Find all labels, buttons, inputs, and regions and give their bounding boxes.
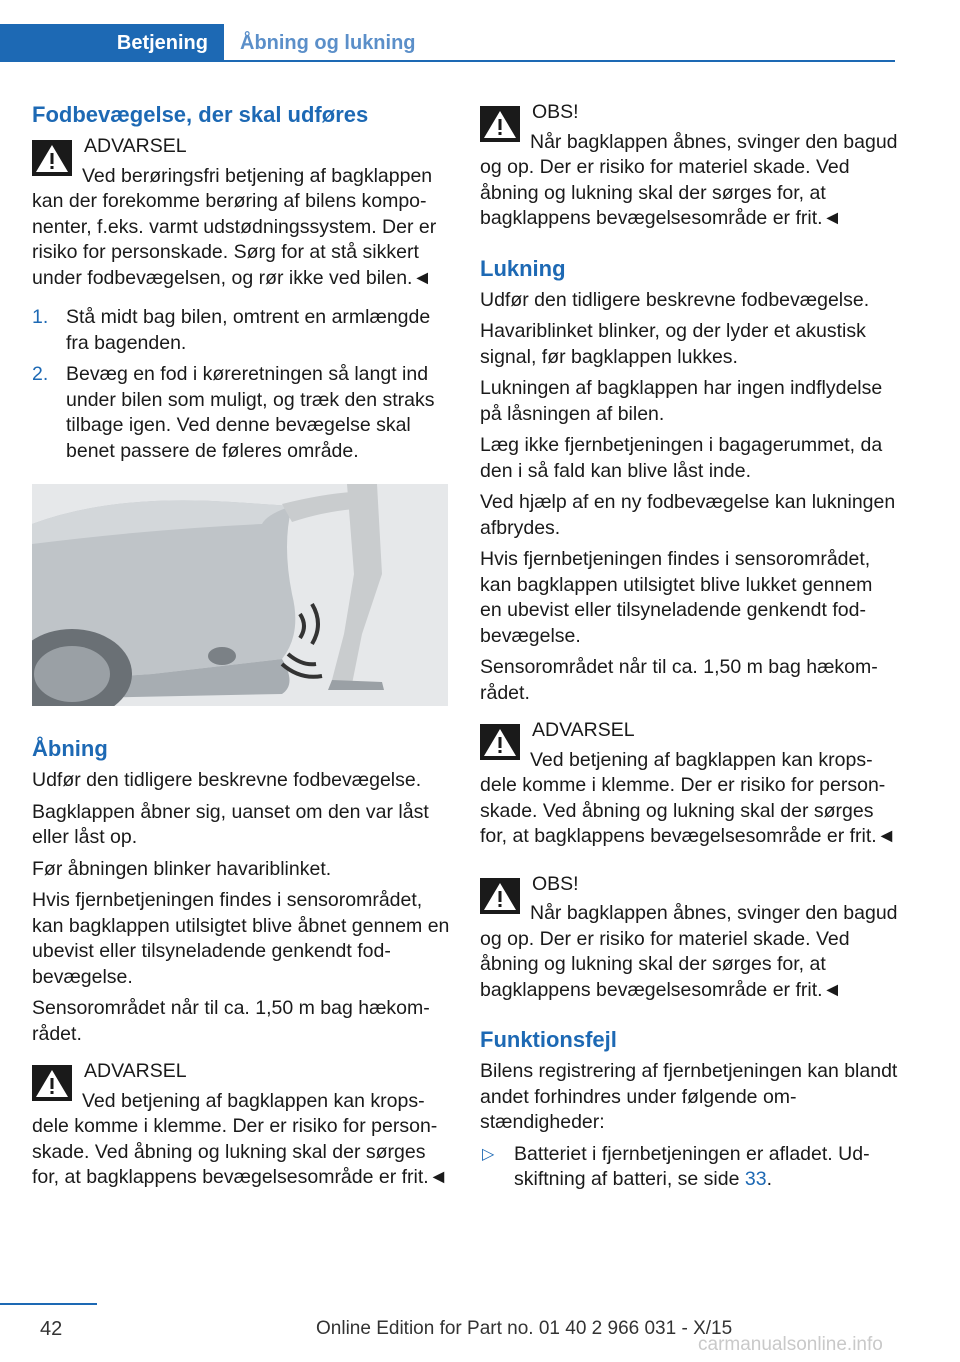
paragraph: Læg ikke fjernbetjeningen i bagagerummet, da den i så fald kan blive låst inde. (480, 434, 883, 482)
paragraph: Havariblinket blinker, og der lyder et akustisk signal, før bagklappen lukkes. (480, 320, 866, 368)
notice-text: Når bagklappen åbnes, svinger den bagud og op. Der er risiko for materiel skade. Ved åbning og lukning skal der sørges for, at bagklappens bevægelsesområde er frit.◄ (480, 130, 898, 229)
notice-block (480, 872, 898, 1004)
heading-closing: Lukning (480, 255, 566, 281)
warning-triangle-icon (480, 106, 520, 142)
paragraph: Hvis fjernbetjeningen findes i sensorområdet, kan bagklappen utilsigtet blive åbnet gennem en ubevist eller tilsyneladende genkendt fodbevægelse. (32, 889, 450, 988)
warning-triangle-icon (32, 1065, 72, 1101)
heading-malfunction: Funktionsfejl (480, 1027, 617, 1052)
warning-title: ADVARSEL (84, 135, 187, 157)
warning-block (32, 134, 450, 291)
heading-foot-movement: Fodbevægelse, der skal udføres (32, 102, 369, 127)
footer-rule (0, 1303, 97, 1305)
chapter-tab: Åbning og lukning (240, 32, 416, 54)
section-tab (0, 24, 224, 62)
warning-text: Ved betjening af bagklappen kan kropsdele komme i klemme. Der er risiko for personskade. Ved åbning og lukning skal der sørges for, at bagklappens bevægelsesområde er frit.◄ (32, 1089, 449, 1188)
paragraph: Udfør den tidligere beskrevne fodbevægelse. (32, 769, 422, 791)
paragraph: Sensorområdet når til ca. 1,50 m bag hækområdet. (32, 997, 430, 1045)
notice-title: OBS! (532, 872, 579, 895)
warning-block (32, 1059, 450, 1191)
header-rule (0, 60, 895, 62)
tailgate-illustration (32, 484, 448, 706)
notice-block (480, 100, 898, 232)
left-column (32, 100, 450, 1205)
heading-opening: Åbning (32, 736, 108, 761)
warning-text: Ved betjening af bagklappen kan kropsdele komme i klemme. Der er risiko for personskade. Ved åbning og lukning skal der sørges for, at bagklappens bevægelsesområde er frit.◄ (480, 748, 897, 847)
warning-triangle-icon (480, 878, 520, 914)
page-number: 42 (40, 1318, 63, 1340)
notice-text: Når bagklappen åbnes, svinger den bagud og op. Der er risiko for materiel skade. Ved åbning og lukning skal der sørges for, at bagklappens bevægelsesområde er frit.◄ (480, 902, 898, 1001)
paragraph: Ved hjælp af en ny fodbevægelse kan lukningen afbrydes. (480, 491, 896, 539)
section-label: Betjening (116, 31, 208, 54)
list-item (480, 1142, 898, 1193)
warning-title: ADVARSEL (84, 1060, 187, 1082)
warning-title: ADVARSEL (532, 719, 635, 741)
warning-triangle-icon (32, 140, 72, 176)
bullet-end: . (766, 1168, 772, 1190)
step-text: Stå midt bag bilen, omtrent en armlængde fra bagenden. (66, 306, 431, 354)
paragraph: Lukningen af bagklappen har ingen indflydelse på låsningen af bilen. (480, 377, 883, 425)
paragraph: Før åbningen blinker havariblinket. (32, 857, 332, 880)
paragraph: Bilens registrering af fjernbetjeningen kan blandt andet forhindres under følgende omstændigheder: (480, 1060, 898, 1133)
page-header (0, 0, 960, 62)
notice-title: OBS! (532, 101, 579, 123)
edition-text: Online Edition for Part no. 01 40 2 966 031 - X/15 (316, 1318, 733, 1339)
warning-block (480, 718, 898, 850)
paragraph: Hvis fjernbetjeningen findes i sensorområdet, kan bagklappen utilsigtet blive lukket gennem en ubevist eller tilsyneladende genkendt fodbevægelse. (480, 548, 873, 647)
warning-text: Ved berøringsfri betjening af bagklappen kan der forekomme berøring af bilens komponenter, f.eks. varmt udstødningssystem. Der er risiko for personskade. Sørg for at stå sikkert under fodbevægelsen, og rør ikke ved bilen.◄ (32, 164, 437, 289)
paragraph: Udfør den tidligere beskrevne fodbevægelse. (480, 288, 870, 311)
right-column (480, 100, 898, 1193)
steps-list (32, 305, 450, 464)
paragraph: Sensorområdet når til ca. 1,50 m bag hækområdet. (480, 656, 878, 704)
list-item (32, 362, 450, 464)
step-number: 2. (32, 363, 49, 385)
step-number: 1. (32, 306, 49, 328)
bullet-text: Batteriet i fjernbetjeningen er afladet. Udskiftning af batteri, se side (514, 1142, 870, 1190)
paragraph: Bagklappen åbner sig, uanset om den var låst eller låst op. (32, 800, 429, 848)
watermark: carmanualsonline.info (698, 1334, 883, 1355)
triangle-right-icon: ▷ (482, 1145, 495, 1163)
step-text: Bevæg en fod i køreretningen så langt ind under bilen som muligt, og træk den straks tilbage igen. Ved denne bevægelse skal benet passere de føleres område. (66, 363, 435, 462)
malfunction-list (480, 1142, 898, 1193)
warning-triangle-icon (480, 724, 520, 760)
page-link[interactable]: 33 (744, 1168, 767, 1190)
list-item (32, 305, 450, 356)
